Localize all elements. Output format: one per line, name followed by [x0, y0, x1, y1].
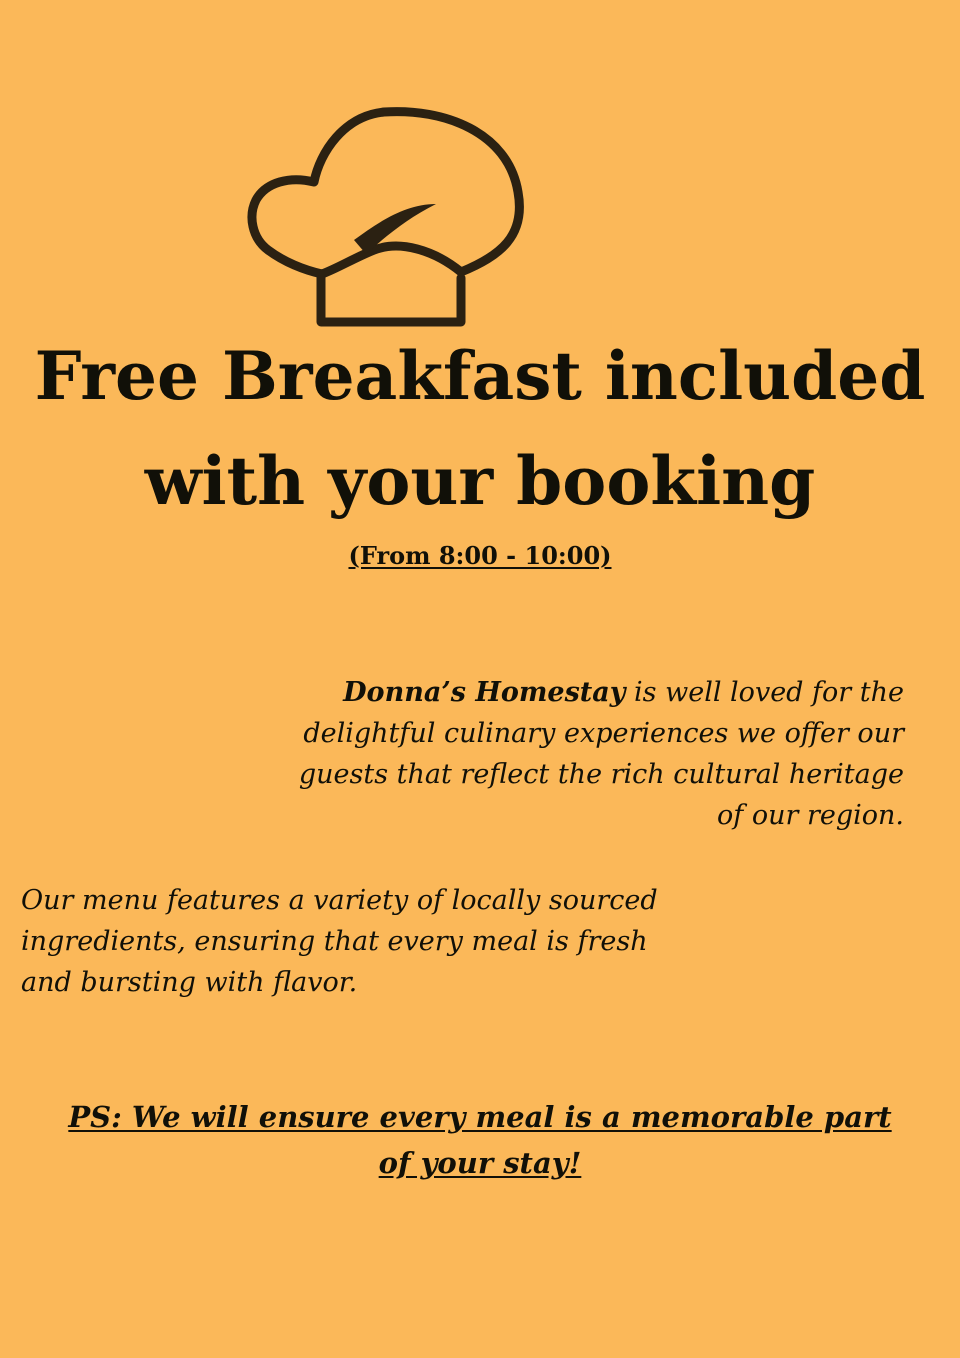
ps-line-2: of your stay!: [378, 1146, 582, 1180]
ps-note: [0, 1094, 960, 1186]
chef-hat-icon: [246, 104, 526, 330]
intro-paragraph: [224, 672, 904, 836]
menu-line-2: ingredients, ensuring that every meal is fresh: [21, 926, 648, 957]
breakfast-hours: (From 8:00 - 10:00): [348, 541, 612, 570]
intro-line-1: is well loved for the: [625, 677, 904, 708]
menu-line-1: Our menu features a variety of locally sourced: [21, 885, 658, 916]
intro-line-4: of our region.: [717, 800, 904, 831]
headline-line-2: with your booking: [144, 442, 816, 520]
homestay-name: Donna’s Homestay: [343, 677, 626, 708]
ps-line-1: PS: We will ensure every meal is a memorable part: [68, 1100, 892, 1134]
headline-line-1: Free Breakfast included: [34, 337, 926, 415]
intro-line-3: guests that reflect the rich cultural heritage: [298, 759, 904, 790]
menu-paragraph: [21, 880, 741, 1003]
intro-line-2: delightful culinary experiences we offer our: [303, 718, 904, 749]
menu-line-3: and bursting with flavor.: [21, 967, 358, 998]
